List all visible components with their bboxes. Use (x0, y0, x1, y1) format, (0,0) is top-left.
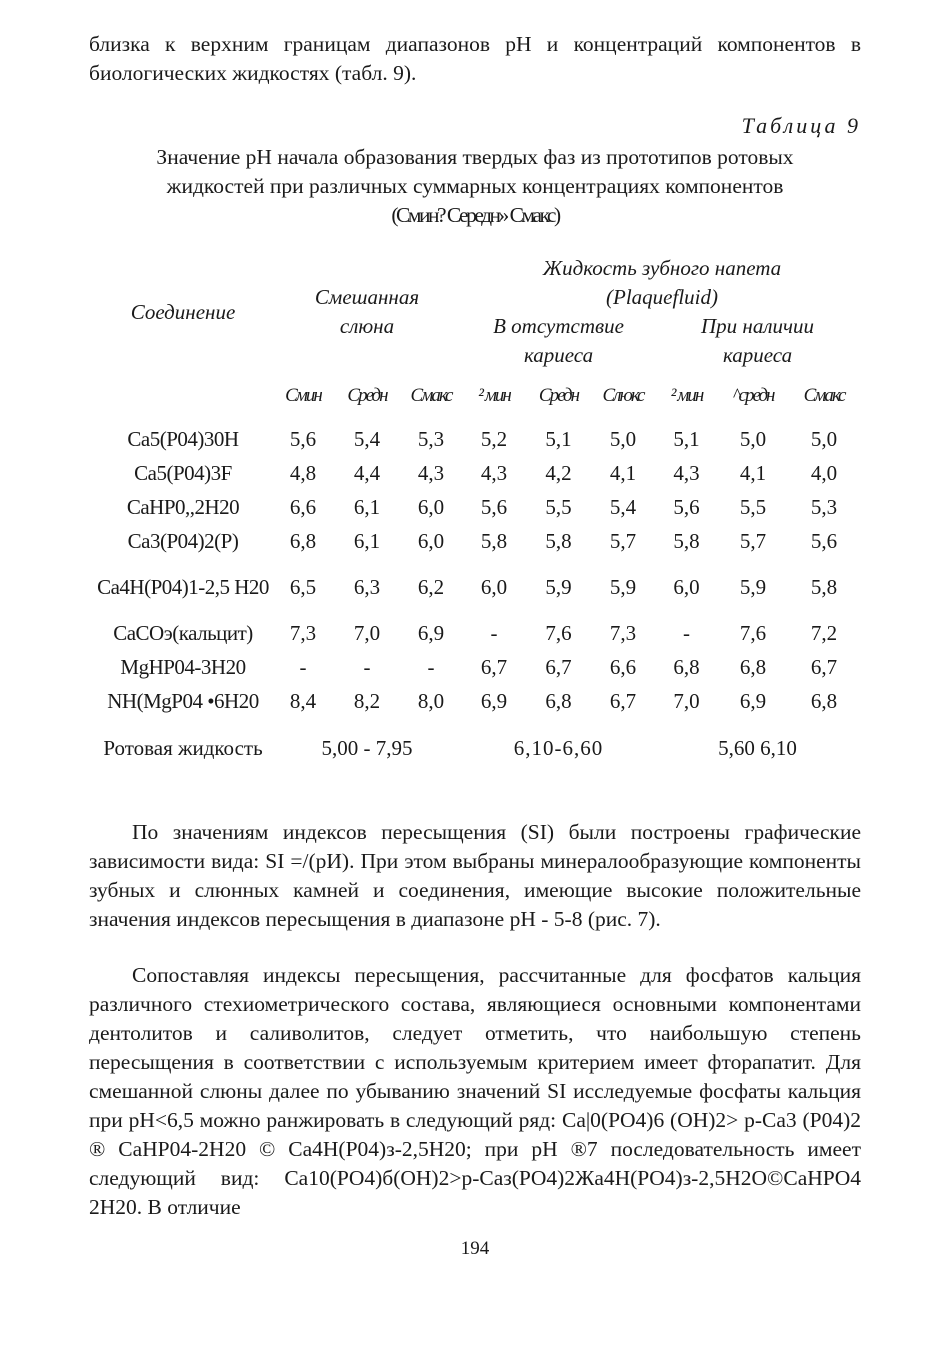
subheader-row (95, 370, 861, 422)
value-cell: 5,0 (810, 427, 838, 451)
value-cell: 4,3 (673, 461, 700, 485)
value-cell: 8,0 (417, 689, 445, 713)
value-cell: 5,6 (289, 427, 317, 451)
value-cell: 6,6 (289, 495, 317, 519)
table-body (95, 422, 861, 718)
table-row (95, 684, 861, 718)
value-cell: 4,4 (353, 461, 381, 485)
subheader-cell: Смакс (803, 385, 845, 406)
value-cell: 4,1 (739, 461, 767, 485)
subheader-cell: Слюкс (602, 385, 644, 406)
value-cell: 6,7 (545, 655, 572, 679)
value-cell: 5,4 (353, 427, 381, 451)
value-cell: 6,1 (353, 529, 381, 553)
value-cell: 4,3 (417, 461, 445, 485)
compound-cell: Ca3(P04)2(P) (127, 529, 239, 553)
value-cell: 4,1 (609, 461, 637, 485)
value-cell: 6,9 (739, 689, 767, 713)
header-mixed-saliva (271, 254, 463, 370)
subheader-cell: Средн (538, 385, 579, 406)
table-label: Таблица 9 (741, 113, 861, 138)
value-cell: 6,8 (545, 689, 572, 713)
value-cell: 6,7 (609, 689, 637, 713)
header-caries (654, 312, 861, 370)
value-cell: 5,7 (609, 529, 637, 553)
summary-mixed: 5,00 - 7,95 (321, 736, 413, 760)
summary-row (95, 718, 861, 778)
value-cell: 5,9 (545, 575, 572, 599)
value-cell: 6,9 (417, 621, 445, 645)
subheader-cell: ² мин (478, 385, 510, 406)
subheader-empty (95, 370, 271, 422)
value-cell: - (683, 621, 691, 645)
summary-caries: 5,60 6,10 (718, 736, 797, 760)
value-cell: 5,8 (545, 529, 572, 553)
value-cell: 5,6 (810, 529, 838, 553)
value-cell: - (363, 655, 371, 679)
value-cell: 6,7 (810, 655, 838, 679)
value-cell: - (490, 621, 498, 645)
value-cell: 7,0 (353, 621, 381, 645)
value-cell: 5,8 (673, 529, 700, 553)
value-cell: 5,0 (609, 427, 637, 451)
value-cell: 7,6 (545, 621, 572, 645)
subheader-cell: Смин (285, 385, 321, 406)
compound-cell: CaHP0,,2H20 (126, 495, 240, 519)
value-cell: 6,0 (417, 495, 445, 519)
compound-cell: NH(MgP04 •6H20 (107, 689, 259, 713)
subheader-cell: Смакс (410, 385, 452, 406)
value-cell: 6,8 (810, 689, 838, 713)
table-row (95, 558, 861, 616)
header-plaque-fluid (463, 254, 861, 312)
compound-cell: CaCOэ(кальцит) (113, 621, 253, 645)
value-cell: 6,2 (417, 575, 445, 599)
value-cell: 6,1 (353, 495, 381, 519)
summary-label: Ротовая жидкость (103, 736, 263, 760)
table-row (95, 650, 861, 684)
value-cell: 5,1 (545, 427, 572, 451)
value-cell: - (299, 655, 307, 679)
paragraph-2: Сопоставляя индексы пересыщения, рассчитанные для фосфатов кальция различного стехиометрического состава, являющиеся основными компонентами дентолитов и саливолитов, следует отметить, что наибольшую степень пересыщения в соответствии с используемым критерием имеет фторапатит. Для смешанной слюны далее по убыванию значений SI исследуемые фосфаты кальция при pH<6,5 можно ранжировать в следующий ряд: Ca|0(PO4)6 (OH)2> p-Ca3 (P04)2 ® CaHP04-2H20 © Ca4H(P04)з-2,5H20; при pH ®7 последовательность имеет следующий вид: Ca10(PO4)б(OH)2>p-Caз(PO4)2Жa4H(PO4)з-2,5H2O©CaHPO4 2H20. В отличие (89, 963, 861, 1219)
value-cell: 5,5 (739, 495, 767, 519)
page-number: 194 (460, 1238, 490, 1259)
value-cell: 7,2 (810, 621, 838, 645)
value-cell: 7,3 (289, 621, 317, 645)
header-mixed-saliva-text: Смешанная слюна (314, 285, 420, 338)
value-cell: 6,8 (289, 529, 317, 553)
value-cell: 6,6 (609, 655, 637, 679)
value-cell: 6,0 (417, 529, 445, 553)
value-cell: 8,2 (353, 689, 381, 713)
compound-cell: Ca4H(P04)1-2,5 H20 (97, 575, 269, 599)
value-cell: 6,3 (353, 575, 381, 599)
header-caries-text: При наличии кариеса (701, 314, 815, 367)
value-cell: 5,2 (480, 427, 508, 451)
table-title-line: (Смин? Середн» Смакс) (391, 203, 559, 227)
value-cell: 6,5 (289, 575, 317, 599)
value-cell: 4,3 (480, 461, 508, 485)
value-cell: 5,9 (609, 575, 637, 599)
value-cell: 7,3 (609, 621, 637, 645)
value-cell: 5,9 (739, 575, 767, 599)
value-cell: 5,1 (673, 427, 700, 451)
value-cell: 4,8 (289, 461, 317, 485)
value-cell: 5,3 (417, 427, 445, 451)
summary-no-caries: 6,10-6,60 (513, 736, 604, 760)
value-cell: 5,3 (810, 495, 838, 519)
value-cell: 6,8 (739, 655, 767, 679)
value-cell: 5,5 (545, 495, 572, 519)
table-title-line: жидкостей при различных суммарных концентрациях компонентов (166, 174, 784, 198)
header-plaque-fluid-text: Жидкость зубного напета (Plaquefluid) (542, 256, 782, 309)
value-cell: 5,6 (480, 495, 508, 519)
value-cell: 5,6 (673, 495, 700, 519)
table-row (95, 490, 861, 524)
value-cell: 8,4 (289, 689, 317, 713)
table-row (95, 616, 861, 650)
value-cell: 6,0 (673, 575, 700, 599)
value-cell: 5,4 (609, 495, 637, 519)
paragraph-1: По значениям индексов пересыщения (SI) были построены графические зависимости вида: SI =/(pИ). При этом выбраны минералообразующие компоненты зубных и слюнных камней и соединения, имеющие высокие положительные значения индексов пересыщения в диапазоне pH - 5-8 (рис. 7). (89, 820, 861, 931)
table-row (95, 456, 861, 490)
header-compound: Соединение (130, 299, 236, 324)
table-title (89, 143, 861, 230)
compound-cell: Ca5(P04)3F (134, 461, 232, 485)
value-cell: 7,0 (673, 689, 700, 713)
value-cell: 4,2 (545, 461, 572, 485)
value-cell: 5,0 (739, 427, 767, 451)
compound-cell: Ca5(P04)30H (127, 427, 239, 451)
header-no-caries (463, 312, 654, 370)
value-cell: - (427, 655, 435, 679)
value-cell: 7,6 (739, 621, 767, 645)
data-table (95, 254, 861, 778)
table-title-line: Значение pH начала образования твердых фаз из прототипов ротовых (156, 145, 794, 169)
value-cell: 5,7 (739, 529, 767, 553)
intro-paragraph: близка к верхним границам диапазонов pH и концентраций компонентов в биологических жидкостях (табл. 9). (89, 32, 861, 85)
header-no-caries-text: В отсутствие кариеса (493, 314, 624, 367)
value-cell: 6,7 (480, 655, 508, 679)
value-cell: 6,9 (480, 689, 508, 713)
subheader-cell: ^средн (732, 385, 774, 406)
table-row (95, 524, 861, 558)
compound-cell: MgHP04-3H20 (120, 655, 246, 679)
value-cell: 6,0 (480, 575, 508, 599)
subheader-cell: ² мин (670, 385, 703, 406)
value-cell: 5,8 (480, 529, 508, 553)
value-cell: 6,8 (673, 655, 700, 679)
value-cell: 5,8 (810, 575, 838, 599)
value-cell: 4,0 (810, 461, 838, 485)
table-row (95, 422, 861, 456)
subheader-cell: Средн (347, 385, 387, 406)
